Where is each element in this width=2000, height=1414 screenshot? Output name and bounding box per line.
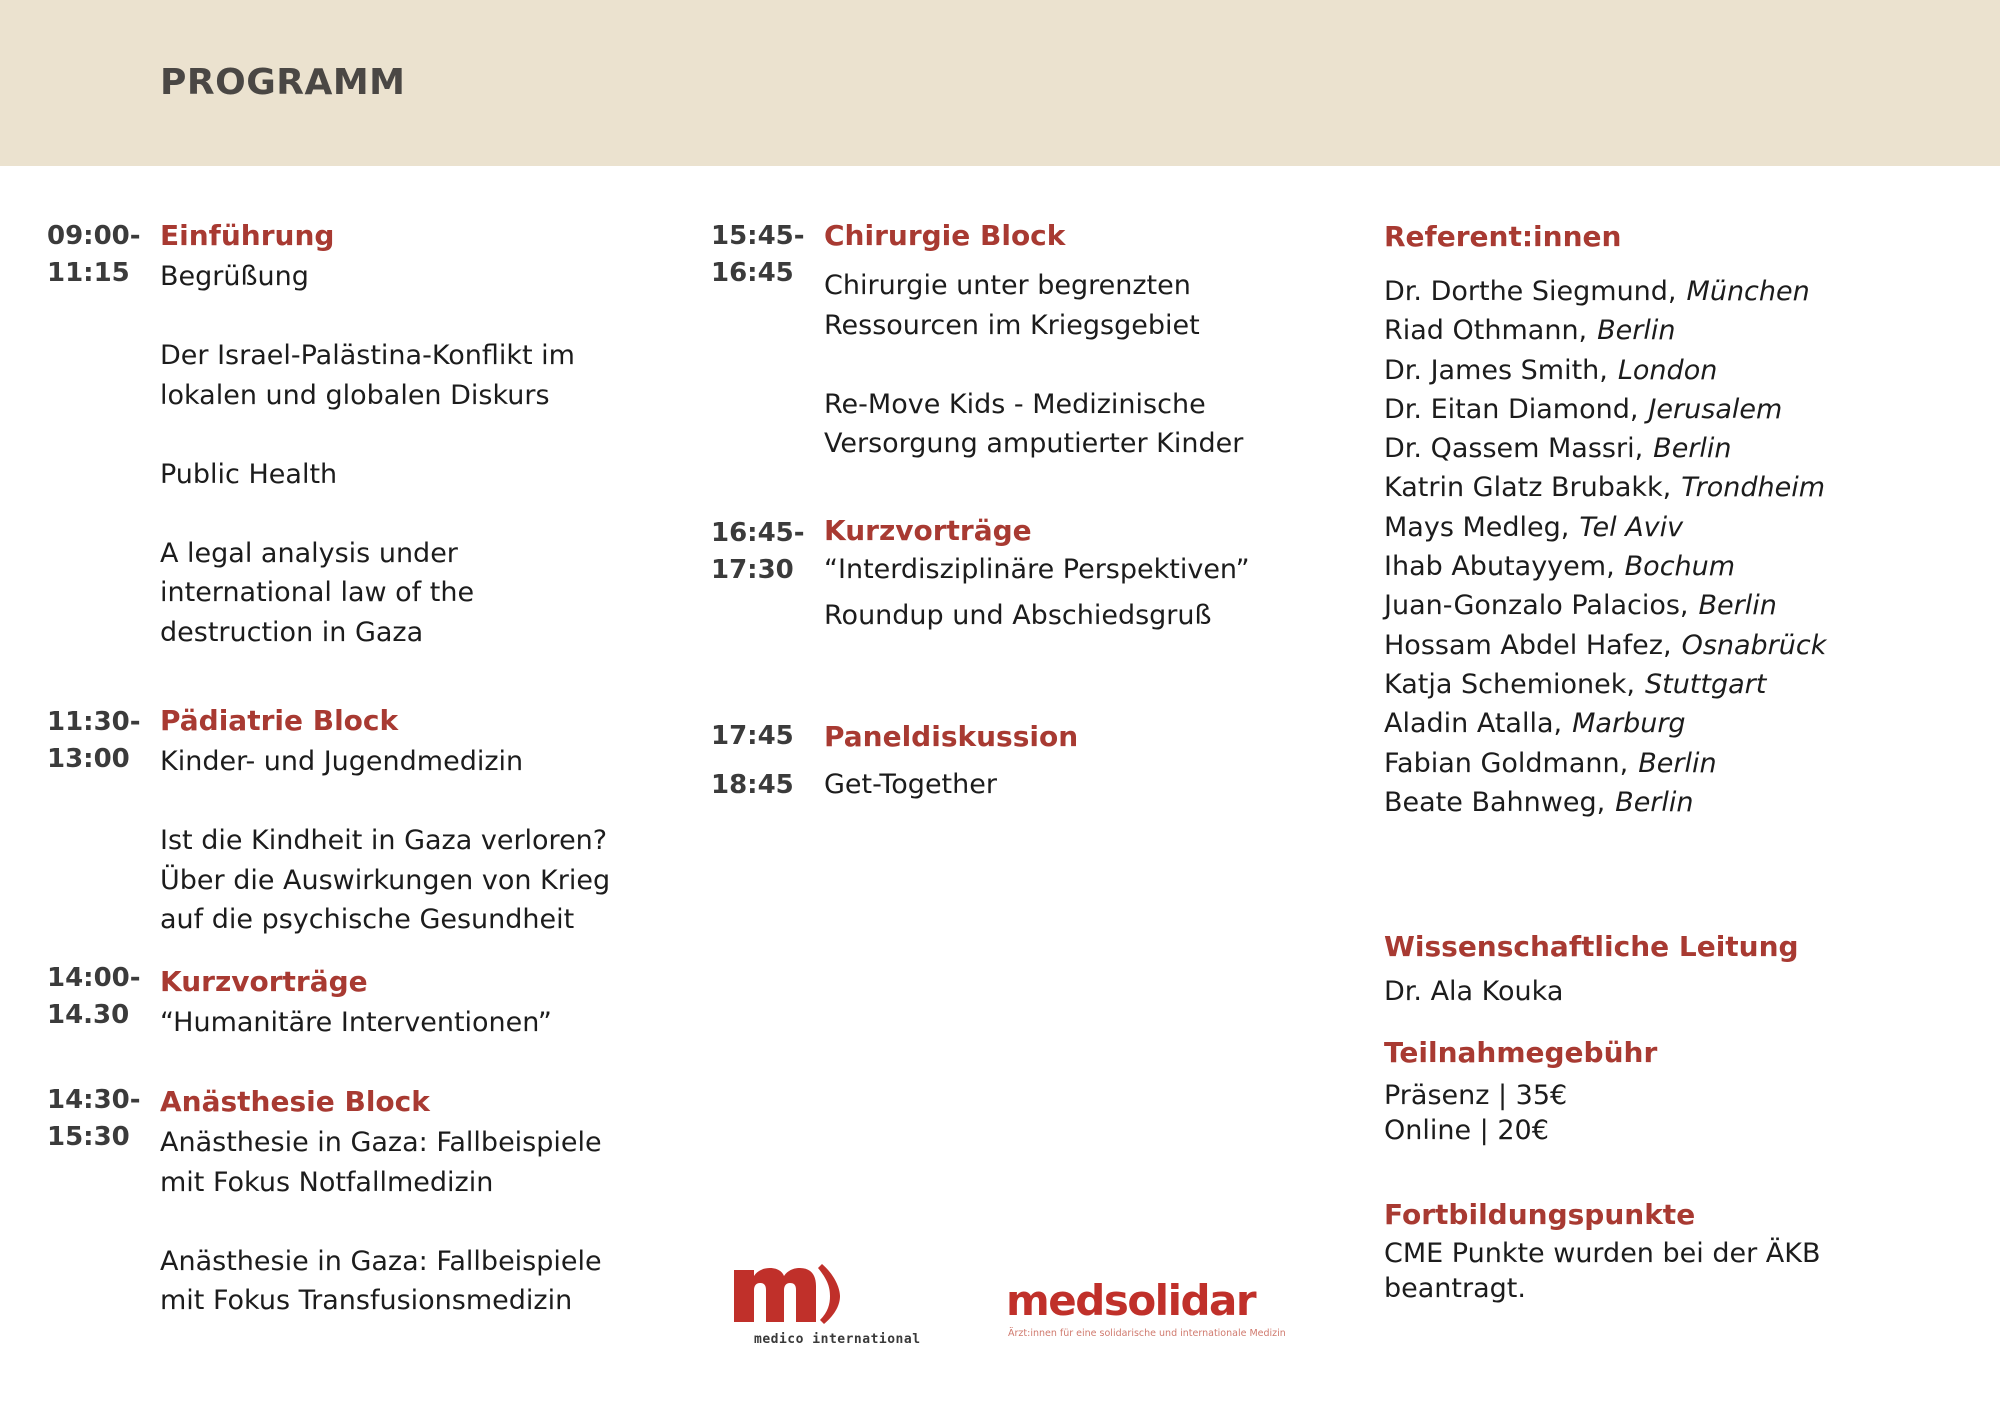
time-slot: 09:00- 11:15 [47, 221, 141, 288]
block-title: Kurzvorträge [824, 514, 1032, 547]
speaker-item [1384, 704, 1826, 743]
medsolidar-logo [1006, 1276, 1286, 1346]
medico-logo-mark-icon [732, 1260, 842, 1324]
time-slot: 14:00- 14.30 [47, 963, 141, 1030]
speaker-name: Beate Bahnweg, [1384, 786, 1606, 818]
time-slot: 11:30- 13:00 [47, 707, 141, 774]
speaker-city: Bochum [1624, 551, 1736, 583]
speaker-city: München [1686, 276, 1810, 307]
speaker-name: Ihab Abutayyem, [1384, 551, 1615, 583]
leitung-heading: Wissenschaftliche Leitung [1384, 930, 1799, 963]
speaker-name: Mays Medleg, [1384, 511, 1570, 543]
speaker-city: Berlin [1597, 315, 1676, 347]
speaker-item [1384, 547, 1826, 586]
speaker-item [1384, 390, 1826, 429]
speaker-item [1384, 665, 1826, 704]
block-title: Einführung [160, 219, 335, 252]
block-title: Anästhesie Block [160, 1085, 430, 1118]
speaker-name: Juan-Gonzalo Palacios, [1384, 590, 1689, 622]
speaker-item [1384, 586, 1826, 625]
speaker-item [1384, 272, 1826, 311]
speaker-name: Fabian Goldmann, [1384, 747, 1629, 779]
speaker-city: Marburg [1572, 708, 1686, 740]
speaker-city: Tel Aviv [1579, 511, 1684, 543]
block-items: “Interdisziplinäre Perspektiven” [824, 554, 1250, 585]
speaker-item [1384, 626, 1826, 665]
block-title: Pädiatrie Block [160, 704, 399, 737]
cme-text: CME Punkte wurden bei der ÄKB beantragt. [1384, 1238, 1821, 1304]
block-items: Get-Together [824, 769, 997, 800]
time-slot: 15:45- 16:45 [711, 221, 805, 288]
block-items: Anästhesie in Gaza: Fallbeispiele mit Fokus Notfallmedizin Anästhesie in Gaza: Fallbeispiele mit Fokus Transfusionsmedizin [160, 1127, 602, 1316]
page-title: PROGRAMM [160, 62, 406, 103]
time-slot: 17:45 [711, 721, 794, 751]
time-slot: 16:45- 17:30 [711, 518, 805, 585]
speaker-name: Hossam Abdel Hafez, [1384, 629, 1672, 661]
speaker-city: Osnabrück [1681, 629, 1827, 661]
block-items: Kinder- und Jugendmedizin Ist die Kindheit in Gaza verloren? Über die Auswirkungen von Krieg auf die psychische Gesundheit [160, 746, 611, 935]
cme-heading: Fortbildungspunkte [1384, 1198, 1696, 1231]
speaker-name: Dr. Eitan Diamond, [1384, 393, 1639, 425]
time-slot: 14:30- 15:30 [47, 1085, 141, 1152]
medsolidar-logo-tagline: Ärzt:innen für eine solidarische und internationale Medizin [1008, 1328, 1286, 1339]
medico-logo-text: medico international [754, 1332, 921, 1347]
speaker-name: Dr. Dorthe Siegmund, [1384, 276, 1677, 307]
speakers-heading: Referent:innen [1384, 220, 1622, 253]
block-items: Chirurgie unter begrenzten Ressourcen im Kriegsgebiet Re-Move Kids - Medizinische Versorgung amputierter Kinder [824, 270, 1244, 459]
speaker-name: Riad Othmann, [1384, 315, 1588, 347]
speaker-city: Berlin [1615, 786, 1694, 818]
speaker-item [1384, 468, 1826, 507]
speaker-item [1384, 783, 1826, 822]
speaker-item [1384, 351, 1826, 390]
fee-online: Online | 20€ [1384, 1115, 1549, 1146]
speaker-name: Dr. Qassem Massri, [1384, 433, 1644, 465]
block-title: Kurzvorträge [160, 965, 368, 998]
block-items: “Humanitäre Interventionen” [160, 1007, 552, 1038]
medsolidar-logo-word: medsolidar [1006, 1276, 1256, 1325]
block-title: Chirurgie Block [824, 219, 1066, 252]
speaker-city: Stuttgart [1644, 668, 1767, 700]
speaker-city: Berlin [1698, 590, 1777, 622]
speaker-item [1384, 311, 1826, 350]
speaker-city: Jerusalem [1648, 393, 1783, 425]
speaker-city: London [1617, 354, 1718, 386]
speaker-name: Katrin Glatz Brubakk, [1384, 472, 1672, 504]
speaker-item [1384, 744, 1826, 783]
speaker-name: Katja Schemionek, [1384, 668, 1635, 700]
speaker-item [1384, 508, 1826, 547]
speaker-city: Trondheim [1681, 472, 1826, 504]
speaker-city: Berlin [1638, 747, 1717, 779]
speaker-city: Berlin [1653, 433, 1732, 465]
block-extra: Roundup und Abschiedsgruß [824, 600, 1212, 631]
block-items: Begrüßung Der Israel-Palästina-Konflikt im lokalen und globalen Diskurs Public Health A legal analysis under international law of the destruction in Gaza [160, 261, 575, 648]
fee-heading: Teilnahmegebühr [1384, 1036, 1658, 1069]
speaker-name: Dr. James Smith, [1384, 354, 1608, 386]
block-title: Paneldiskussion [824, 720, 1079, 753]
speaker-name: Aladin Atalla, [1384, 708, 1563, 740]
header-band [0, 0, 2000, 166]
time-slot: 18:45 [711, 770, 794, 800]
speaker-list [1384, 272, 1826, 822]
medico-international-logo [732, 1260, 921, 1352]
speaker-item [1384, 429, 1826, 468]
leitung-name: Dr. Ala Kouka [1384, 976, 1564, 1007]
fee-presence: Präsenz | 35€ [1384, 1080, 1568, 1111]
